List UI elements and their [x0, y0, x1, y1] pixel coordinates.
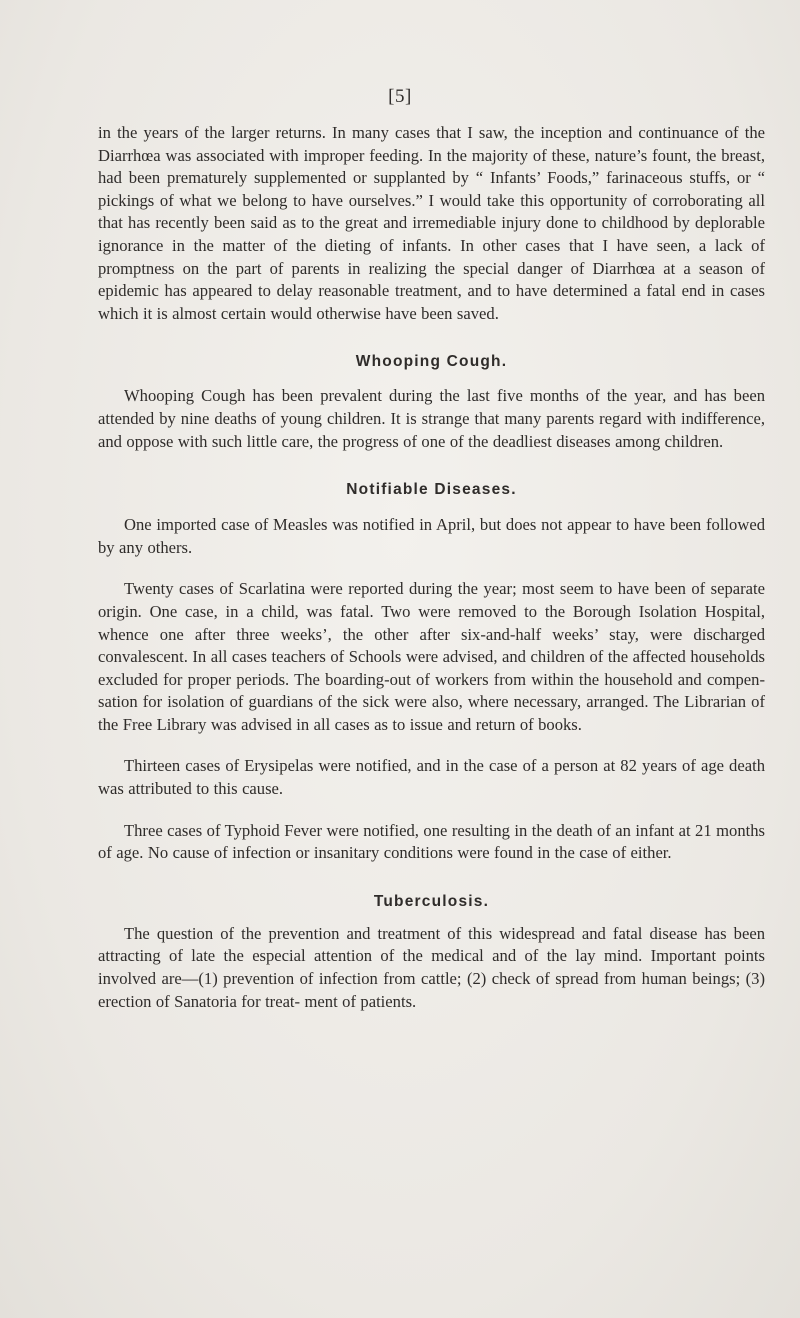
- page-body: [98, 122, 765, 1013]
- paragraph-tuberculosis: The question of the prevention and treatment of this widespread and fatal disease has been attracting of late the especial attention of the medical and of the lay mind. Important points involved are—(1) prevention of infection from cattle; (2) check of spread from human beings; (3) erection of Sanatoria for treat- ment of patients.: [98, 923, 765, 1011]
- heading-tuberculosis: Tuberculosis.: [373, 892, 490, 910]
- paragraph-diarrhoea-continued: in the years of the larger returns. In many cases that I saw, the inception and continuance of the Diarrhœa was associated with improper feeding. In the majority of these, nature’s fount, the breast, had been prematurely supplemented or supplanted by “ Infants’ Foods,” farinaceous stuffs, or “ pickings of what we belong to have ourselves.” I would take this opportunity of corroborating all that has recently been said as to the great and irremediable injury done to childhood by deplorable ignorance in the matter of the dieting of infants. In other cases that I have seen, a lack of promptness on the part of parents in realizing the special danger of Diarrhœa at a season of epidemic has appeared to delay reasonable treatment, and to have determined a fatal end in cases which it is almost certain would otherwise have been saved.: [98, 123, 765, 323]
- paragraph-typhoid: Three cases of Typhoid Fever were notified, one resulting in the death of an infant at 21 months of age. No cause of infection or insanitary conditions were found in the case of either.: [98, 820, 765, 863]
- paragraph-whooping-cough: Whooping Cough has been prevalent during the last five months of the year, and has been attended by nine deaths of young children. It is strange that many parents regard with indifference, and oppose with such little care, the progress of one of the deadliest diseases among children.: [98, 386, 765, 451]
- paragraph-scarlatina: Twenty cases of Scarlatina were reported during the year; most seem to have been of separate origin. One case, in a child, was fatal. Two were removed to the Borough Isolation Hospital, whence one after three weeks’, the other after six-and-half weeks’ stay, were discharged convalescent. In all cases teachers of Schools were advised, and children of the affected households excluded for proper periods. The boarding-out of workers from within the household and compen- sation for isolation of guardians of the sick were also, where necessary, arranged. The Librarian of the Free Library was advised in all cases as to issue and return of books.: [98, 579, 765, 734]
- page-number: [5]: [388, 86, 412, 107]
- heading-notifiable-diseases: Notifiable Diseases.: [346, 481, 517, 499]
- paragraph-erysipelas: Thirteen cases of Erysipelas were notified, and in the case of a person at 82 years of age death was attributed to this cause.: [98, 756, 765, 799]
- paragraph-measles: One imported case of Measles was notified in April, but does not appear to have been followed by any others.: [98, 515, 765, 557]
- heading-whooping-cough: Whooping Cough.: [355, 353, 508, 371]
